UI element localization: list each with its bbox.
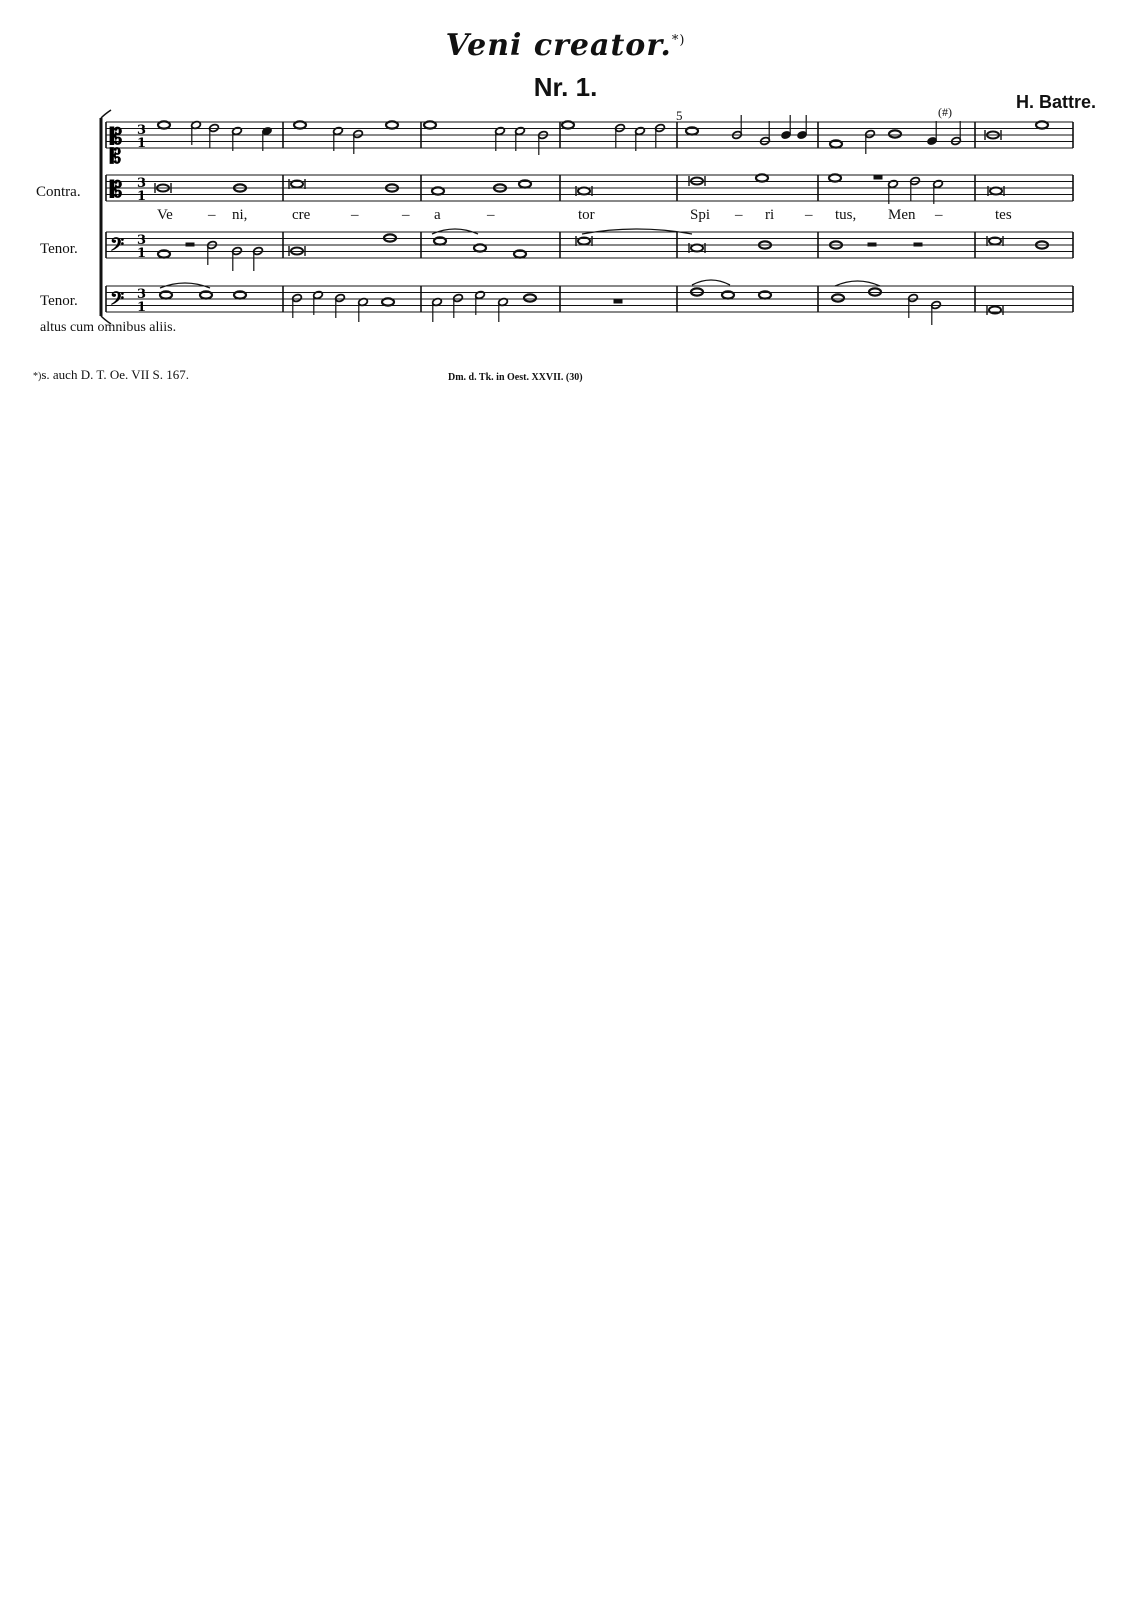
score-system [0, 0, 1131, 340]
whole-note [234, 291, 246, 298]
lyric-syllable: Spi [690, 207, 711, 223]
lyric-syllable: – [935, 207, 943, 223]
whole-note [832, 294, 844, 301]
lyric-syllable: Ve [157, 207, 173, 223]
lyric-syllable: Men [888, 207, 916, 223]
rest-mark [186, 243, 194, 246]
rest-mark [868, 243, 876, 246]
lyric-syllable: ri [765, 207, 775, 223]
lyric-syllable: tes [995, 207, 1012, 223]
whole-note [1036, 121, 1048, 128]
performance-note: altus cum omnibus aliis. [40, 320, 177, 335]
lyric-syllable: – [351, 207, 359, 223]
footnote [33, 367, 189, 383]
whole-note [829, 174, 841, 181]
lyric-syllable: – [487, 207, 495, 223]
c-clef-icon: 𝄡 [110, 124, 123, 150]
tie-arc [692, 280, 730, 285]
whole-note [562, 121, 574, 128]
whole-note [524, 294, 536, 301]
time-signature-top: 3 [137, 287, 147, 302]
whole-note [386, 121, 398, 128]
time-signature-bottom: 1 [137, 246, 147, 261]
rest-mark [614, 300, 622, 303]
whole-note [830, 140, 842, 147]
lyric-syllable: a [434, 207, 441, 223]
time-signature-bottom: 1 [137, 136, 147, 151]
whole-note [382, 298, 394, 305]
lyric-syllable: ni, [232, 207, 248, 223]
f-clef-icon: 𝄢 [110, 288, 125, 314]
footnote-ref: *) [33, 371, 42, 382]
whole-note [519, 180, 531, 187]
whole-note [756, 174, 768, 181]
whole-note [514, 250, 526, 257]
time-signature-bottom: 1 [137, 300, 147, 315]
whole-note [200, 291, 212, 298]
f-clef-icon: 𝄢 [110, 234, 125, 260]
time-signature-top: 3 [137, 123, 147, 138]
voice-label-contra: Contra. [36, 184, 81, 200]
whole-note [158, 250, 170, 257]
voice-label-tenor-2: Tenor. [40, 293, 78, 309]
breve-note [990, 188, 1002, 195]
c-clef-icon: 𝄡 [110, 177, 123, 203]
whole-note [474, 244, 486, 251]
breve-note [578, 188, 590, 195]
whole-note [294, 121, 306, 128]
bracket-hook [101, 110, 111, 118]
lyric-syllable: tor [578, 207, 595, 223]
rest-mark [874, 176, 882, 179]
rest-mark [914, 243, 922, 246]
composer-name: H. Battre. [1015, 92, 1096, 112]
whole-note [686, 127, 698, 134]
whole-note [160, 291, 172, 298]
editorial-accidental: (#) [938, 105, 952, 119]
whole-note [759, 291, 771, 298]
lyric-syllable: – [805, 207, 813, 223]
whole-note [158, 121, 170, 128]
whole-note [424, 121, 436, 128]
lyric-syllable: cre [292, 207, 311, 223]
time-signature-top: 3 [137, 176, 147, 191]
whole-note [434, 237, 446, 244]
whole-note [722, 291, 734, 298]
breve-note [691, 245, 703, 252]
title-footnote-ref: *) [671, 33, 686, 48]
whole-note [889, 130, 901, 137]
c-clef-icon: 𝄡 [110, 144, 122, 168]
measure-number: 5 [676, 108, 683, 123]
piece-number: Nr. 1. [533, 72, 598, 102]
tie-arc [835, 281, 880, 286]
lyric-syllable: – [402, 207, 410, 223]
lyric-syllable: – [208, 207, 216, 223]
publication-line: Dm. d. Tk. in Oest. XXVII. (30) [448, 372, 583, 383]
whole-note [432, 187, 444, 194]
time-signature-bottom: 1 [137, 189, 147, 204]
lyric-syllable: – [735, 207, 743, 223]
footnote-text: s. auch D. T. Oe. VII S. 167. [41, 367, 190, 382]
piece-title: Veni creator.*) [445, 28, 686, 63]
lyric-syllable: tus, [835, 207, 857, 223]
time-signature-top: 3 [137, 233, 147, 248]
voice-label-tenor-1: Tenor. [40, 241, 78, 257]
